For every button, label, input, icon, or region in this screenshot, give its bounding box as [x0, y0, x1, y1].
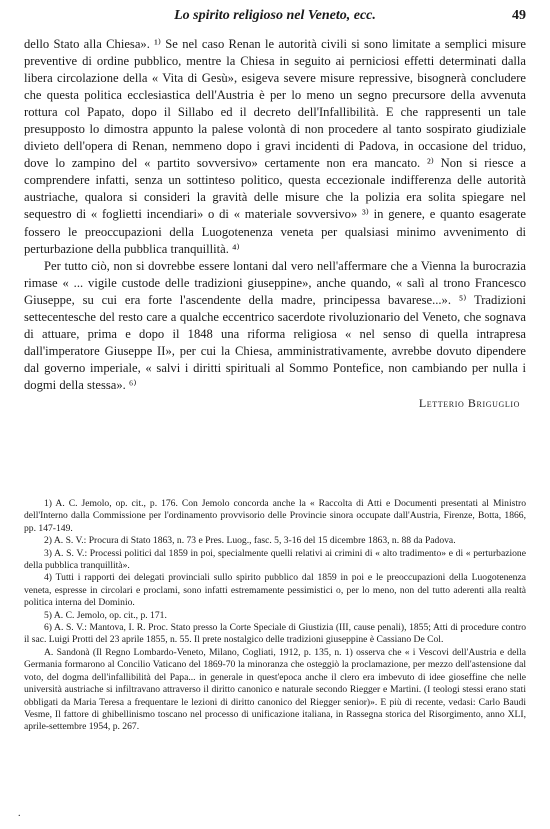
main-text — [24, 36, 526, 413]
footnote: 6) A. S. V.: Mantova, I. R. Proc. Stato presso la Corte Speciale di Giustizia (III, cause penali), 1855; Atti di procedure contro il sac. Luigi Protti del 23 aprile 1855, n. 55. Il prete nostalgico delle tradizioni giuseppine è Cassiano De Col. — [24, 622, 526, 646]
footnote: 2) A. S. V.: Procura di Stato 1863, n. 73 e Pres. Luog., fasc. 5, 3-16 del 15 dicembre 1863, n. 88 da Padova. — [44, 535, 456, 547]
footnote: 4) Tutti i rapporti dei delegati provinciali sullo spirito pubblico dal 1859 in poi e le preoccupazioni della Luogotenenza veneta, espresse in circolari e proclami, sono infatti estremamente pessimistici o, per lo meno, non del tutto aderenti alla realtà politica interna del Dominio. — [24, 572, 526, 609]
footnote: 5) A. C. Jemolo, op. cit., p. 171. — [44, 609, 167, 621]
footnotes — [24, 498, 526, 734]
paragraph: dello Stato alla Chiesa». ¹⁾ Se nel caso Renan le autorità civili si sono limitate a semplici misure preventive di ordine pubblico, mentre la Chiesa in seguito ai perniciosi effetti determinati dalla libera circolazione della « Vita di Gesù», esigeva severe misure repressive, bisognerà concludere che questa politica ecclesiastica dell'Austria è per lo meno un segno precursore della avvenuta rottura col Papato, dopo il Sillabo ed il decreto dell'Infallibilità. E che rappresenti un tale presupposto lo dimostra appunto la palese volontà di non procedere al tanto sospirato giudiziale divieto dell'opera di Renan, nemmeno dopo i gravi incidenti di Padova, in occasione del triduo, dove lo zampino del « partito sovversivo» certamente non era mancato. ²⁾ Non si riesce a comprendere infatti, senza un sottinteso politico, questa eccezionale indifferenza delle autorità austriache, qualora si consideri la gravità delle misure che la polizia era solita spiegare nel sequestro di « foglietti incendiari» o di « materiale sovversivo» ³⁾ in genere, e quanto esagerate fossero le preoccupazioni della Luogotenenza veneta per qualsiasi minimo avvenimento di perturbazione della pubblica tranquillità. ⁴⁾ — [24, 37, 526, 256]
footnote: 1) A. C. Jemolo, op. cit., p. 176. Con Jemolo concorda anche la « Raccolta di Atti e Documenti presentati al Ministro dell'Interno dalla Commissione per l'ordinamento provvisorio delle Provincie sinora occupate dall'Austria, Firenze, Botta, 1866, pp. 147-149. — [24, 498, 526, 534]
page-header — [24, 8, 526, 30]
footnote: A. Sandonà (Il Regno Lombardo-Veneto, Milano, Cogliati, 1912, p. 135, n. 1) osserva che « i Vescovi dell'Austria e della Germania formarono al Concilio Vaticano del 1869-70 la minoranza che osteggiò la proclamazione, per mezzo dell'astensione dal voto, del dogma dell'infallibilità del Papa... in generale in quest'epoca anche il clero era imbevuto di idee gioseffine che nelle università austriache si infiltravano attraverso il diritto canonico e naturale secondo Riegger e Martini. (I teologi stessi erano stati obbligati da Maria Teresa a frequentare le lezioni di diritto canonico del Riegger senior)». E più di recente, vedasi: Carlo Baudi Vesme, Il fattore di ghibellinismo toscano nel processo di unificazione italiana, in Rassegna storica del Risorgimento, anno XLI, aprile-settembre 1954, p. 267. — [24, 646, 526, 733]
footnote: 3) A. S. V.: Processi politici dal 1859 in poi, specialmente quelli relativi ai crimini di « alto tradimento» e di « perturbazione della pubblica tranquillità». — [24, 547, 526, 572]
author-signature: Letterio Briguglio — [418, 395, 520, 410]
page-number: 49 — [512, 8, 526, 23]
paragraph: Per tutto ciò, non si dovrebbe essere lontani dal vero nell'affermare che a Vienna la burocrazia rimase « ... vigile custode delle tradizioni giuseppine», anche quando, « salì al trono Francesco Giuseppe, su cui era forte l'ascendente della madre, principessa bavarese...». ⁵⁾ Tradizioni settecentesche del resto care a qualche eccentrico sacerdote rivoluzionario del Veneto, che sognava di attuare, prima e dopo il 1848 una riforma religiosa « nel senso di quella intrapresa dall'imperatore Giuseppe II», per cui la Chiesa, amministrativamente, avrebbe dovuto dipendere dal governo imperiale, « salvi i diritti spirituali al Sommo Pontefice, non cambiando per nulla i dogmi della stessa». ⁶⁾ — [24, 258, 526, 392]
running-head: Lo spirito religioso nel Veneto, ecc. — [174, 8, 376, 23]
page-corner-mark: . — [18, 808, 21, 819]
